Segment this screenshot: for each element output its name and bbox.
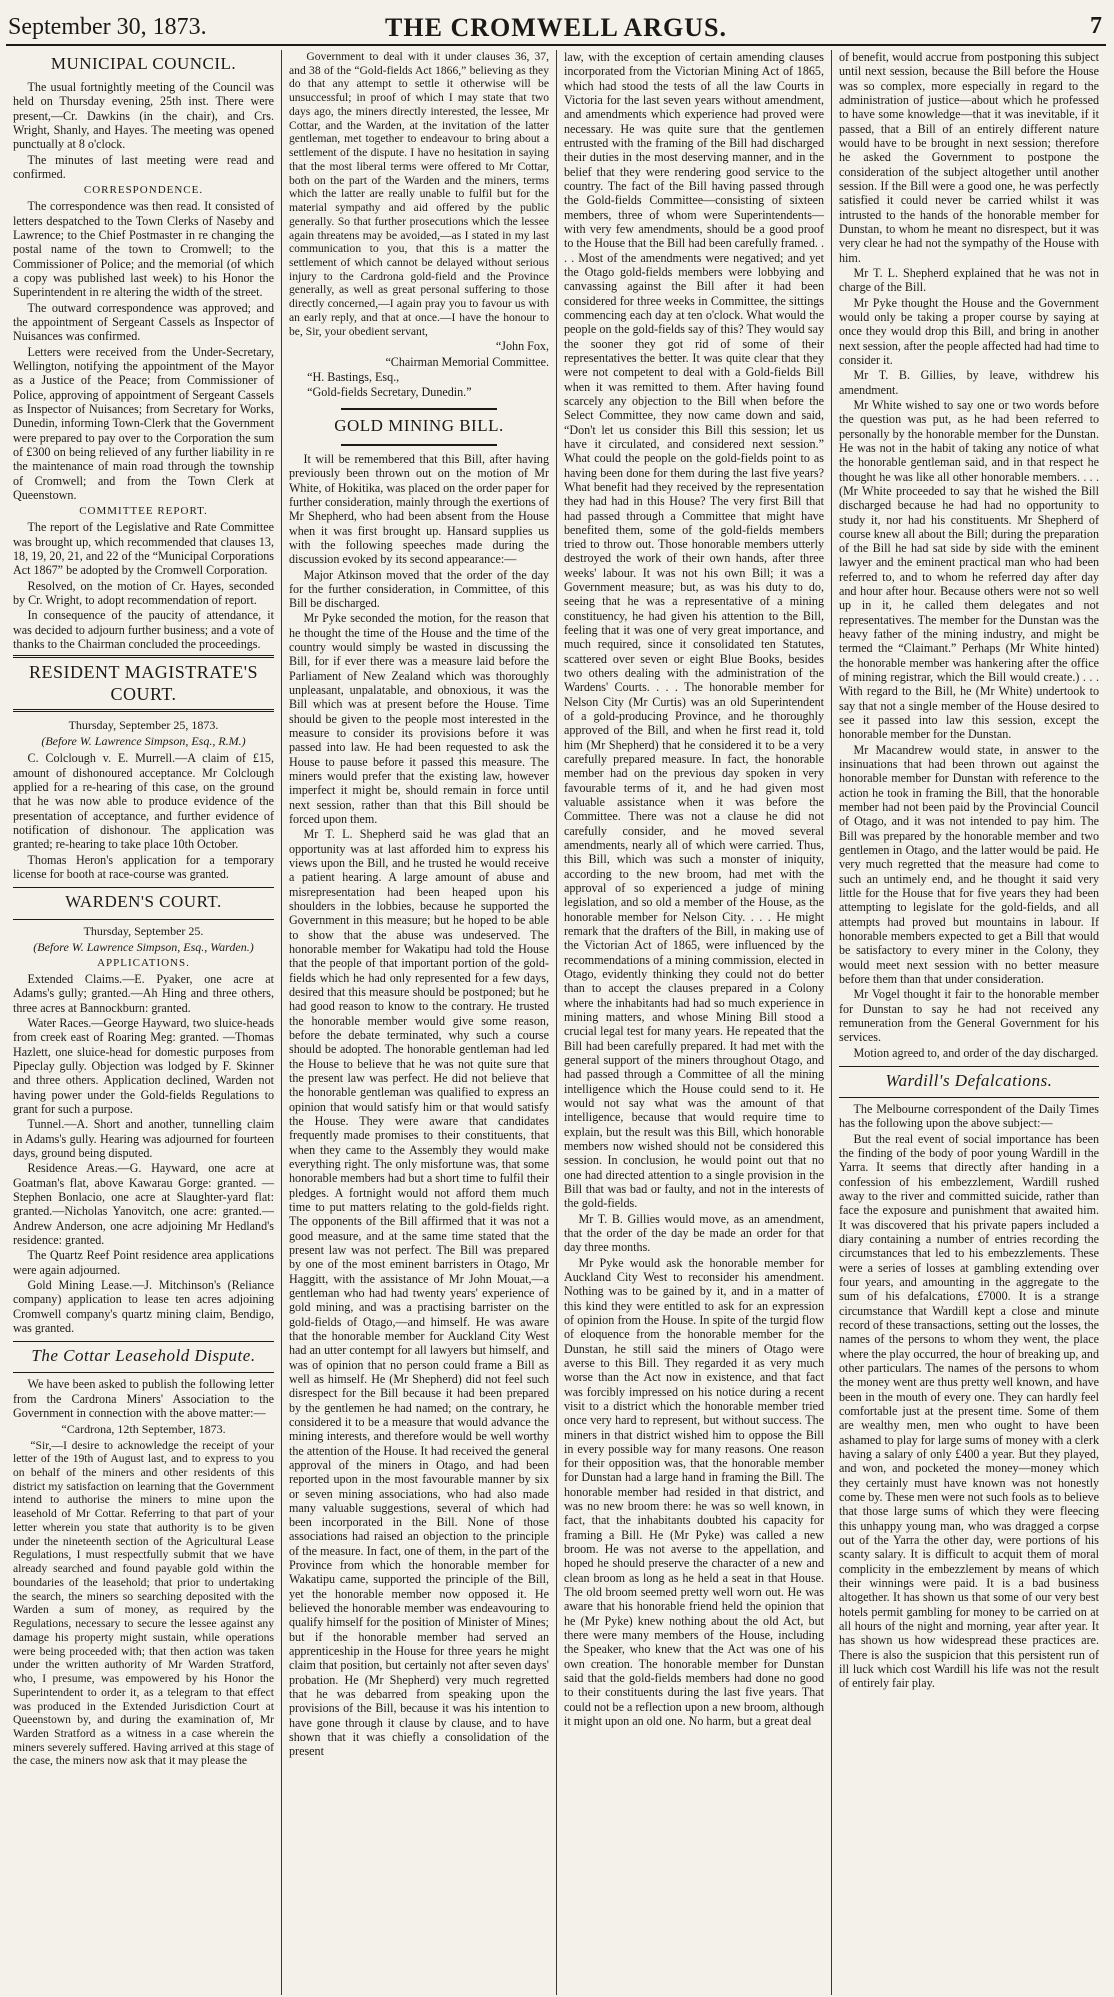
paragraph: Resolved, on the motion of Cr. Hayes, seconded by Cr. Wright, to adopt recommendation of report. <box>13 578 274 608</box>
gold-mining-bill-heading: GOLD MINING BILL. <box>334 415 504 435</box>
paragraph: Mr T. B. Gillies would move, as an amendment, that the order of the day be made an order for that day three months. <box>564 1211 824 1255</box>
paragraph: Residence Areas.—G. Hayward, one acre at Goatman's flat, above Kawarau Gorge: granted. —Stephen Bonlacio, one acre at Slaughter-yard flat: granted.—Nicholas Yanovitch, one acre: granted.—Andrew Anderson, one acre adjoining Mr Hedland's residence: granted. <box>13 1161 274 1247</box>
paragraph: Extended Claims.—E. Pyaker, one acre at Adams's gully; granted.—Ah Hing and three others, three acres at Bannockburn: granted. <box>13 972 274 1015</box>
paragraph: Mr T. B. Gillies, by leave, withdrew his amendment. <box>839 368 1099 397</box>
paragraph: The report of the Legislative and Rate Committee was brought up, which recommended that clauses 13, 18, 19, 20, 21, and 22 of the “Municipal Corporations Act 1867” be adopted by the Cromwell Corporation. <box>13 520 274 578</box>
divider <box>839 1066 1099 1067</box>
paragraph: The correspondence was then read. It consisted of letters despatched to the Town Clerks of Naseby and Lawrence; to the Chief Postmaster in re changing the postal name of the town to Cromwell; to the Commissioner of Police; and the memorial (of which a copy was published last week) to his Honor the Superintendent in re altering the width of the street. <box>13 199 274 300</box>
paragraph: Mr Pyke thought the House and the Government would only be taking a proper course by saying at once they would drop this Bill, and bring in another next session, after the people affected had had time to consider it. <box>839 295 1099 367</box>
paragraph: Major Atkinson moved that the order of the day for the further consideration, in Committee, of this Bill be discharged. <box>289 567 549 611</box>
letter-signature-title: “Chairman Memorial Committee. <box>385 354 549 369</box>
applications-subheading: APPLICATIONS. <box>97 956 190 969</box>
presiding-note: (Before W. Lawrence Simpson, Esq., R.M.) <box>41 734 246 749</box>
cottar-leasehold-heading: The Cottar Leasehold Dispute. <box>31 1346 256 1366</box>
newspaper-title: THE CROMWELL ARGUS. <box>385 13 727 42</box>
paragraph: The outward correspondence was approved; and the appointment of Sergeant Cassels as Inspector of Nuisances was confirmed. <box>13 300 274 344</box>
column-4 <box>831 50 1106 1995</box>
paragraph: law, with the exception of certain amending clauses incorporated from the Victorian Mining Act of 1865, which had stood the tests of all the law Courts in Victoria for the last seven years without amendment, and amendments which experience had proved were necessary. He was quite sure that the gentlemen entrusted with the framing of the Bill had discharged their duties in the most deserving manner, and in the belief that they were rendering good service to the country. The fact of the Bill having passed through the Gold-fields Committee—consisting of sixteen members, three of whom were Superintendents—with very few amendments, should be a good proof to the House that the Bill had been carefully framed. . . . Most of the amendments were negatived; and yet the Otago gold-fields members were lobbying and canvassing against the Bill after it had been considered for three weeks in Committee, the sittings commencing each day at ten o'clock. What would the people on the gold-fields say of this? They would say the sooner they got rid of some of their representatives the better. It was quite clear that they were not competent to deal with a Gold-fields Bill when it was remitted to them. After having found scarcely any objection to the Bill when before the Select Committee, they now came down and said, “Don't let us consider this Bill this session; let us have it circulated, and considered next session.” What could the people on the gold-fields point to as having been done for them during the last five years? What benefit had they received by the representation they had had in this House? The very first Bill that had passed through a Committee that might have benefited them, some of the gold-fields members tried to throw out. Those honorable members utterly destroyed the work of their own hands, after three weeks' labour. It was not his own Bill; it was a Government measure; but, as was his duty to do, seeing that he was a representative of a mining constituency, he had given his attention to the Bill, feeling that it was one of very great importance, and much required, since it consolidated ten Statutes, scattered over seven or eight Blue Books, besides two others dealing with the administration of the Wardens' Courts. . . . The honorable member for Nelson City (Mr Curtis) was an old Superintendent of a gold-producing Province, and he thoroughly approved of the Bill, and when he first read it, told him (Mr Shepherd) that he considered it to be a very carefully prepared measure. In fact, the honorable member had on the previous day spoken in very favourable terms of it, and he had given most valuable assistance when it was before the Committee. There was not a clause he did not carefully consider, and he moved several amendments, nearly all of which were carried. Thus, this Bill, which was such a monster of iniquity, according to the new broom, had met with the approval of so experienced a judge of mining legislation, and so old a member of the House, as the honorable member for Nelson City. . . . He might remark that the drafters of the Bill, in making use of the Victorian Act of 1865, were influenced by the recommendations of a mining commission, elected in Otago, evidently thinking they could not do better than to accept the clauses prepared in a Colony where the inhabitants had had so much experience in mining matters, and whose Mining Bill stood a crucial legal test for many years. He repeated that the Bill had been carefully prepared. It had met with the general support of the miners throughout Otago, and had passed through a Committee of all the mining intelligence which the House could send to it. He would not say what was the amount of that intelligence, because that would require time to explain, but the result was this Bill, which honorable members now wished should not be considered this session. In conclusion, he would point out that no one had directed attention to a single provision in the Bill that was bad or faulty, and not in the interests of the gold-fields. <box>564 50 824 1211</box>
paragraph: We have been asked to publish the following letter from the Cardrona Miners' Association to the Government in connection with the above matter:— <box>13 1377 274 1420</box>
divider <box>13 1372 274 1373</box>
correspondence-subheading: CORRESPONDENCE. <box>83 184 204 197</box>
paragraph: Mr Pyke would ask the honorable member for Auckland City West to reconsider his amendment. Nothing was to be gained by it, and in a matter of this kind they were entitled to ask for an expression of opinion from the House. In spite of the turgid flow of eloquence from the honorable member for the Dunstan, he still said the miners of Otago were averse to this Bill. They regarded it as very much worse than the Act now in existence, and that fact was forcibly impressed on his notice during a recent visit to a district which the honorable member tried once very hard to represent, but without success. The miners in that district wished him to oppose the Bill in every possible way for many reasons. One reason for their opposition was, that the honorable member for Dunstan had a large hand in framing the Bill. The honorable member had resided in that district, and was no new broom there: he was so well known, in fact, that the inhabitants doubted his capacity for framing a Bill. He (Mr Pyke) was called a new broom. He was not averse to the appellation, and hoped he should preserve the character of a new and clean broom as long as he held a seat in that House. The old broom seemed pretty well worn out. He was aware that his honorable friend held the opinion that he (Mr Pyke) knew nothing about the old Act, but there were many members of the House, including the Speaker, who knew that the Act was one of his own creation. The honorable member for Dunstan said that the gold-fields members had done no good to their constituents during the last five years. That could not be a reflection upon a new broom, although it might upon an old one. No harm, but a great deal <box>564 1255 824 1729</box>
dateline: Thursday, September 25, 1873. <box>68 718 219 732</box>
municipal-council-heading: MUNICIPAL COUNCIL. <box>50 54 237 73</box>
paragraph: But the real event of social importance has been the finding of the body of poor young Wardill in the Yarra. It seems that directly after handing in a confession of his embezzlement, Wardill rushed away to the river and committed suicide, rather than face the exposure and punishment that awaited him. It was discovered that his private papers included a diary containing a number of entries recording the circumstances that led to his embezzlements. These were a series of losses at gambling extending over four years, and amounting in the aggregate to the sum of his defalcations, £7000. It is a strange circumstance that Wardill kept a close and minute record of these transactions, setting out the losses, the names of the persons to whom they went, the place where the play occurred, the hour of breaking up, and other particulars. The names of the persons to whom the money went are thus pretty well known, and have been in the mouth of every one. They can hardly feel comfortable just at the present time. Some of them are wealthy men, men who ought to have been ashamed to play for large sums of money with a clerk having a salary of only £400 a year. But they played, and won, and pocketed the money—money which they certainly must have known was not honestly come by. These men were not such fools as to believe that those large sums of which they were fleecing this unhappy young man, who was dragged a corpse out of the Yarra the other day, were portions of his scanty salary. It is difficult to acquit them of moral complicity in the embezzlement by means of which their winnings were paid. It is a bad business altogether. It has shown us that some of our very best hotels permit gambling for money to be carried on at all hours of the night and morning, year after year. It has shown us how widespread these practices are. There is also the suspicion that this persistent run of ill luck which cost Wardill his life was not the result of entirely fair play. <box>839 1131 1099 1691</box>
wardill-defalcations-heading: Wardill's Defalcations. <box>885 1070 1053 1090</box>
paragraph: of benefit, would accrue from postponing this subject until next session, because the Bill before the House was so complex, more especially in regard to the administration of justice—about which he professed to have some knowledge—that it was inevitable, if it passed, that a Bill of an entirely different nature would have to be brought in next session; therefore he asked the Government to postpone the consideration of the subject altogether until another session. If the Bill were a good one, he was perfectly satisfied it could never be carried whilst it was intrusted to the hands of the honorable member for Dunstan, to whom he meant no disrespect, but it was very clear he had not the sympathy of the House with him. <box>839 50 1099 265</box>
paragraph: Mr T. L. Shepherd said he was glad that an opportunity was at last afforded him to express his views upon the Bill, and he trusted he would receive a patient hearing. A large amount of abuse and misrepresentation had been heaped upon his shoulders in the lobbies, because he supported the Government in this measure; but he hoped to be able to show that the abuse was undeserved. The honorable member for Wakatipu had told the House that the people of that important portion of the gold-fields which he had only represented for a few days, desired that this measure should be postponed; but he had good reason to know to the contrary. He trusted the honorable member would give some reason, before the debate terminated, why such a course should be adopted. The honorable gentleman had led the House to believe that he was not quite sure that the present law was perfect. He did not believe that the honorable gentleman was qualified to express an opinion that would satisfy him or that would satisfy the House. They were aware that candidates frequently made promises to their constituents, that when they came to the Assembly they would make everything right. The only misfortune was, that some honorable members had but a short time to fulfil their pledges. A fortnight would not afford them much time to put matters relating to the gold-fields right. The opponents of the Bill affirmed that it was not a good measure, and at the same time stated that the present law was not perfect. The Bill was prepared by one of the most eminent barristers in Otago, Mr Haggitt, with the assistance of Mr John Mouat,—a gentleman who had had twenty years' experience of gold mining, and was a practising barrister on the gold-fields of Otago,—and himself. He was aware that the honorable member for Auckland City West had an utter contempt for all lawyers but himself, and was of opinion that no person could frame a Bill as well as himself. He (Mr Shepherd) did not feel such disrespect for the Bill because it had been prepared by the gentlemen he had named; on the contrary, he considered it to be a measure that would advance the mining interests, and therefore would be well worthy the attention of the House. It had received the general approval of the miners in Otago, and had been reported upon in the most favourable manner by six or seven mining associations, who had also made many valuable suggestions, several of which had been incorporated in the Bill. None of those associations had raised an objection to the principle of the measure. In fact, one of them, in the part of the Province from which the honorable member for Wakatipu came, supported the principle of the Bill, yet the honorable member now opposed it. He believed the honorable member was endeavouring to qualify himself for the position of Minister of Mines; but if the honorable member had served an apprenticeship in the House for three years he might claim that position, but certainly not after seven days' probation. He (Mr Shepherd) very much regretted that he was debarred from speaking upon the provisions of the Bill, because it was his intention to have gone through it clause by clause, and to have shown that it was chiefly a consolidation of the present <box>289 827 549 1759</box>
wardens-court-heading: WARDEN'S COURT. <box>65 892 222 912</box>
letter-addressee: “H. Bastings, Esq., <box>307 370 400 385</box>
article-columns <box>6 50 1106 1995</box>
letter-paragraph: Government to deal with it under clauses 36, 37, and 38 of the “Gold-fields Act 1866,” believing as they do that any attempt to settle it otherwise will be unsuccessful; in proof of which I may state that two days ago, the miners directly interested, the lessee, Mr Cottar, and the Warden, at the invitation of the latter gentleman, met together to endeavour to bring about a settlement of the dispute. I have no hesitation in saying that the most liberal terms were offered to Mr Cottar, both on the part of the Warden and the miners, terms which the latter are really unable to fulfil but for the material sympathy and aid offered by the public generally. So that further prosecutions which the lessee again threatens may be avoided,—as I stated in my last communication to you, that this is a matter the settlement of which cannot be delayed without serious injury to the Cardrona gold-field and the Province generally, as well as great personal suffering to those directly concerned,—I again pray you to favour us with an early reply, and that at once.—I have the honour to be, Sir, your obedient servant, <box>289 50 549 338</box>
divider <box>839 1097 1099 1098</box>
paragraph: Mr T. L. Shepherd explained that he was not in charge of the Bill. <box>839 265 1099 295</box>
presiding-note: (Before W. Lawrence Simpson, Esq., Warden.) <box>33 939 254 954</box>
paragraph: Mr Vogel thought it fair to the honorable member for Dunstan to say he had not received any remuneration from the General Government for his services. <box>839 987 1099 1045</box>
resident-magistrate-heading: RESIDENT MAGISTRATE'S COURT. <box>13 655 274 712</box>
letter-signature: “John Fox, <box>495 339 549 354</box>
paragraph: Mr White wished to say one or two words before the question was put, as he had been referred to personally by the honorable member for the Dunstan. He was not in the habit of taking any notice of what the honorable gentleman said, and in that respect he thought he was like all other honorable members. . . . (Mr White proceeded to say that he wished the Bill discharged because he had had no opportunity to study it, nor had his constituents. Mr Shepherd of course knew all about the Bill; during the preparation of the Bill he had sat side by side with the eminent lawyer and the eminent practical man who had been referred to, and to whom he referred day after day and hour after hour. Because others were not so well up in it, he called them delegates and not representatives. The member for the Dunstan was the heavy father of the mining industry, and might be termed the “Claimant.” Perhaps (Mr White hinted) the honorable member was hankering after the office of mining registrar, which the Bill would create.) . . . With regard to the Bill, he (Mr White) undertook to say that not a single member of the House desired to see it passed into law this session, except the honorable member for the Dunstan. <box>839 397 1099 742</box>
paragraph: It will be remembered that this Bill, after having previously been thrown out on the motion of Mr White, of Hokitika, was placed on the order paper for further consideration, mainly through the exertions of Mr Shepherd, who had been absent from the House when it was first brought up. Hansard supplies us with the following speeches made during the discussion evoked by its second appearance:— <box>289 451 549 567</box>
paragraph: The Quartz Reef Point residence area applications were again adjourned. <box>13 1248 274 1277</box>
paragraph: Mr Macandrew would state, in answer to the insinuations that had been thrown out against the honorable member for Dunstan with reference to the action he took in framing the Bill, that the honorable member had not been paid by the Provincial Council of Otago, and it was not intended to pay him. The Bill was prepared by the honorable member and two gentlemen in Otago, and the latter would be paid. He very much regretted that the measure had come to such an untimely end, and he thought it said very little for the House that for five years they had been attempting to legislate for the gold-fields, and all attempts had proved but mountains in labour. If honorable members expected to get a Bill that would be satisfactory to every miner in the Colony, they would meet next session with no better measure before them than that under consideration. <box>839 742 1099 986</box>
divider <box>13 887 274 888</box>
column-3 <box>556 50 831 1995</box>
divider <box>341 444 497 446</box>
column-1 <box>6 50 281 1995</box>
letter-dateline: “Cardrona, 12th September, 1873. <box>61 1422 226 1437</box>
column-2 <box>281 50 556 1995</box>
paragraph: Water Races.—George Hayward, two sluice-heads from creek east of Roaring Meg: granted. —Thomas Hazlett, one sluice-head for domestic purposes from Pipeclay gully. Objection was lodged by F. Skinner and three others. Application declined, Warden not having power under the Gold-fields Regulations to grant for such a purpose. <box>13 1015 274 1116</box>
masthead <box>6 8 1106 46</box>
paragraph: Gold Mining Lease.—J. Mitchinson's (Reliance company) application to lease ten acres adjoining Cromwell company's quartz mining claim, Bendigo, was granted. <box>13 1277 274 1335</box>
letter-addressee-title: “Gold-fields Secretary, Dunedin.” <box>307 385 472 400</box>
paragraph: C. Colclough v. E. Murrell.—A claim of £15, amount of dishonoured acceptance. Mr Colclough applied for a re-hearing of this case, on the ground that he was now able to produce evidence of the presentation of acceptance, and further evidence of notification of dishonour. The application was granted; re-hearing to take place 10th October. <box>13 751 274 852</box>
page-number: 7 <box>1090 13 1102 39</box>
issue-date: September 30, 1873. <box>8 14 207 40</box>
paragraph: The minutes of last meeting were read and confirmed. <box>13 152 274 182</box>
paragraph: The Melbourne correspondent of the Daily Times has the following upon the above subject:— <box>839 1102 1099 1131</box>
divider <box>13 919 274 920</box>
committee-report-subheading: COMMITTEE REPORT. <box>79 505 208 518</box>
dateline: Thursday, September 25. <box>83 923 204 938</box>
paragraph: Motion agreed to, and order of the day discharged. <box>853 1045 1099 1060</box>
paragraph: Letters were received from the Under-Secretary, Wellington, notifying the appointment of the Mayor as a Justice of the Peace; from Commissioner of Police, approving of appointment of Sergeant Cassels as Inspector of Nuisances; from Secretary for Works, Dunedin, informing Town-Clerk that the Government were prepared to pay over to the Corporation the sum of £300 on being relieved of any further liability in re the maintenance of main road through the township of Cromwell; and from the Town Clerk at Queenstown. <box>13 344 274 503</box>
divider <box>13 1341 274 1342</box>
letter-paragraph: “Sir,—I desire to acknowledge the receipt of your letter of the 19th of August last, and to express to you on behalf of the miners and other residents of this district my satisfaction on learning that the Government intend to authorise the miners to mine upon the leasehold of Mr Cottar. Referring to that part of your letter wherein you state that authority is to be given under the nineteenth section of the Agricultural Lease Regulations, I must respectfully submit that we have already searched and found payable gold within the boundaries of the leasehold; that prior to undertaking the search, the miners so searching deposited with the Warden a sum of money, as required by the Regulations, necessary to secure the lessee against any damage his property might sustain, while operations were being proceeded with; that then action was taken under the written authority of Mr Warden Stratford, who, I presume, was empowered by his Honor the Superintendent to order it, as a telegram to that effect was produced in the Extended Jurisdiction Court at Queenstown by, and during the examination of, Mr Warden Stratford as a witness in a case wherein the miners severely suffered. Having arrived at this stage of the case, the miners now ask that it may please the <box>13 1438 274 1768</box>
paragraph: Mr Pyke seconded the motion, for the reason that he thought the time of the House and the time of the country would simply be wasted in discussing the Bill, for if ever there was a measure laid before the Parliament of New Zealand which was thoroughly unpleasant, unpalatable, and obnoxious, it was the Bill which was at present before the House. Time should be given to the people most interested in the measure to consider its provisions before it was passed into law. He had been requested to ask the House to pause before it passed this measure. The miners would prefer that the existing law, however imperfect it might be, should remain in force until next session, rather than that this Bill should be forced upon them. <box>289 611 549 827</box>
paragraph: The usual fortnightly meeting of the Council was held on Thursday evening, 25th inst. There were present,—Cr. Dawkins (in the chair), and Crs. Wright, Shanly, and Hayes. The meeting was opened punctually at 8 o'clock. <box>13 80 274 152</box>
paragraph: Thomas Heron's application for a temporary license for booth at race-course was granted. <box>13 852 274 882</box>
divider <box>341 408 497 410</box>
paragraph: Tunnel.—A. Short and another, tunnelling claim in Adams's gully. Hearing was adjourned for fourteen days, ground being disputed. <box>13 1117 274 1160</box>
paragraph: In consequence of the paucity of attendance, it was decided to adjourn further business; and a vote of thanks to the Chairman concluded the proceedings. <box>13 608 274 652</box>
